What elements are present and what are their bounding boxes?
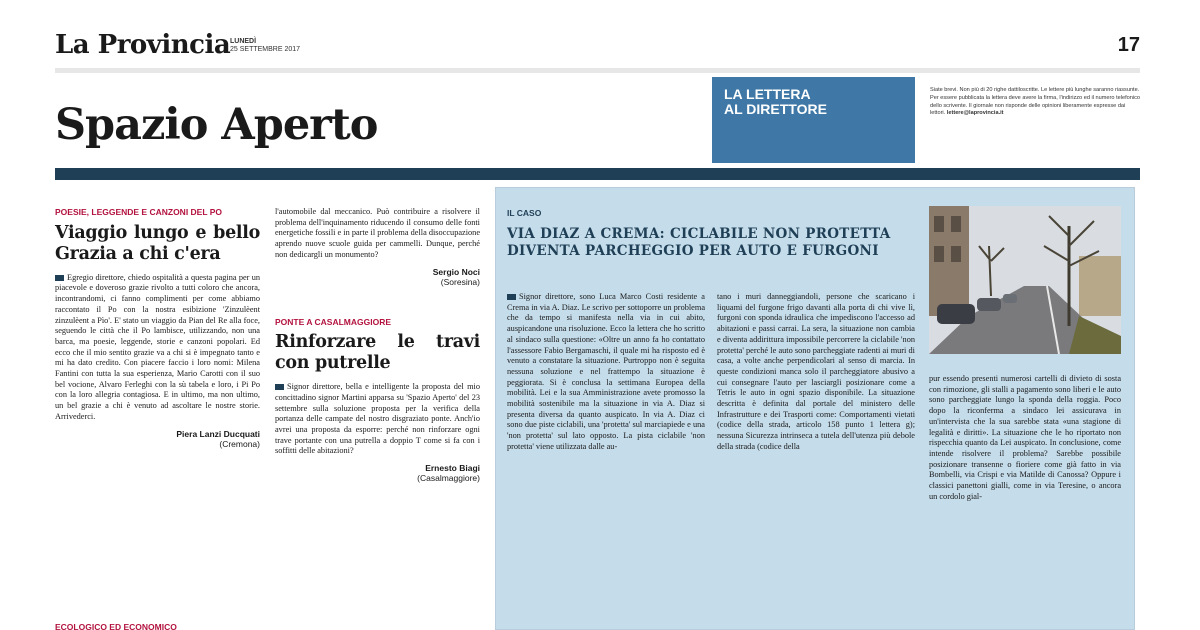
issue-day: LUNEDÌ: [230, 38, 257, 45]
il-caso-body: tano i muri danneggiandoli, persone che scaricano i liquami del furgone frigo davanti alla porta di chi vive lì, furgoni con sponda idraulica che impediscono l'accesso ad abitazioni e passi carrai. La sera, la situazione non cambia e diventa addirittura impossibile percorrere la ciclabile 'non protetta' perché le auto sono parcheggiate radenti ai muri di casa, a volte anche perpendicolari al senso di marcia. In queste condizioni manca solo il parcheggiatore abusivo a cui consegnare l'auto per lasciargli posizionare come a Tetris le auto in ogni spazio disponibile. La situazione descritta è definita dal portale del ministero delle Infrastrutture e dei Trasporti come: Comportamenti vietati (codice della strada, articolo 158 punto 1 lettera g); nessuna Sicurezza intrinseca a tutela dell'utenza più debole della strada (codice della: [717, 292, 915, 451]
il-caso-column-2: [717, 292, 915, 453]
author-name: Piera Lanzi Ducquati: [176, 428, 260, 439]
il-caso-body-text: Signor direttore, sono Luca Marco Costi residente a Crema in via A. Diaz. Le scrivo per sottoporre un problema che da tempo si manifesta nella via in cui abito, auspicandone una risoluzione. Ecco la lettera che ho scritto al sindaco sulla questione: «Oltre un anno fa ho contattato l'assessore Fabio Bergamaschi, il quale mi ha risposto ed è venuto a constatare la situazione. Purtroppo non è seguita nessuna soluzione e nel frattempo la situazione è peggiorata. Si è conclusa la settimana Europea della mobilità. Lei e la sua Amministrazione avete promosso la mobilità sostenibile ma la situazione in via A. Diaz si presenta diversa da quanto auspicato. In via A. Diaz ci sono due piste ciclabili, una 'protetta' sul marciapiede e una 'non protetta' sul lato opposto. La pista ciclabile 'non protetta' viene utilizzata dalle au-: [507, 292, 705, 451]
letter-box-line2: AL DIRETTORE: [724, 101, 827, 117]
article-body: [275, 382, 480, 457]
article-kicker: POESIE, LEGGENDE E CANZONI DEL PO: [55, 207, 223, 217]
article-viaggio: [55, 207, 260, 449]
il-caso-headline: VIA DIAZ A CREMA: CICLABILE NON PROTETTA DIVENTA PARCHEGGIO PER AUTO E FURGONI: [507, 226, 891, 259]
issue-full-date: 25 SETTEMBRE 2017: [230, 46, 301, 53]
street-photo-illustration: [929, 206, 1121, 354]
author-location: (Cremona): [219, 438, 260, 449]
author-location: (Soresina): [440, 276, 480, 287]
masthead: [55, 30, 1140, 68]
letter-box-line1: LA LETTERA: [724, 86, 811, 102]
article-headline: Viaggio lungo e bello Grazia a chi c'era: [55, 222, 260, 264]
column-two: [275, 207, 480, 483]
bullet-square-icon: [275, 384, 284, 390]
il-caso-body: pur essendo presenti numerosi cartelli di divieto di sosta con rimozione, gli stalli a pagamento sono liberi e le auto sono parcheggiate lungo la sponda della roggia. Poco dopo la riconferma a sindaco lei assicurava in un'intervista che la sua sarebbe stata «una stagione di legalità e diritti». La situazione che le ho riportato non rispecchia quanto da Lei auspicato. In conclusione, come intende risolvere il problema? Sarebbe possibile posizionare transenne o fioriere come già fatto in via Bombelli, via Crispi e via Matilde di Canossa? Oppure i classici panettoni gialli, come in via Teresine, o ancora un cordolo gial-: [929, 374, 1121, 501]
article-signature: [275, 463, 480, 483]
submission-note-text: Siate brevi. Non più di 20 righe dattiloscritte. Le lettere più lunghe saranno riassunte. Per essere pubblicata la lettera deve avere la firma, l'indirizzo ed il numero telefonico dello scrivente. Il giornale non risponde delle opinioni liberamente espresse dai lettori.: [930, 87, 1141, 117]
bullet-square-icon: [507, 294, 516, 300]
article-body: [55, 273, 260, 423]
author-name: Sergio Noci: [432, 266, 480, 277]
article-body-text: Signor direttore, bella e intelligente la proposta del mio concittadino signor Martini apparsa su 'Spazio Aperto' del 23 settembre sulla soluzione proposta per la verifica della portanza delle campate del nostro disgraziato ponte. Anch'io avrei una proposta da esporre: perché non rinforzare ogni trave portante con una putrella a doppio T come si fa con i soffitti delle abitazioni?: [275, 382, 480, 456]
editor-email[interactable]: lettere@laprovincia.it: [946, 110, 1004, 117]
continued-article-signature: [275, 267, 480, 287]
article-signature: [55, 429, 260, 449]
article-headline: Rinforzare le travi con putrelle: [275, 332, 480, 374]
street-photo: [929, 206, 1121, 354]
continued-article-body: l'automobile dal meccanico. Può contribuire a risolvere il problema dell'inquinamento riducendo il consumo delle fonti energetiche fossili e in parte il problema della disoccupazione aprendo nuove scuole guida per cammelli. Dunque, perché non dedicargli un monumento?: [275, 207, 480, 259]
author-name: Ernesto Biagi: [425, 463, 480, 474]
bullet-square-icon: [55, 275, 64, 281]
letter-to-editor-box: [712, 77, 915, 163]
il-caso-body: [507, 292, 705, 453]
il-caso-column-1: [507, 292, 705, 453]
page-number: 17: [1117, 34, 1140, 56]
author-location: (Casalmaggiore): [417, 473, 480, 484]
il-caso-column-3: [929, 374, 1121, 502]
section-bar: [55, 168, 1140, 180]
header-rule: [55, 68, 1140, 73]
section-title: Spazio Aperto: [55, 100, 378, 150]
submission-note: [930, 87, 1140, 118]
il-caso-kicker: IL CASO: [507, 208, 542, 218]
article-kicker: PONTE A CASALMAGGIORE: [275, 316, 392, 327]
issue-date: [230, 38, 300, 54]
next-article-kicker: ECOLOGICO ED ECONOMICO: [55, 622, 177, 630]
article-body-text: Egregio direttore, chiedo ospitalità a questa pagina per un piacevole e doveroso grazie rivolto a tutti coloro che ancora, incontrandomi, ci fanno complimenti per come abbiamo raccontato il Po con la nostra esibizione 'Zinzulèent zinzulèent a Pìo'. E' stato un viaggio da Pian del Re alla foce, seguendo le città che il Po lambisce, utilizzando, non una barca, ma poesie, leggende, storie e canzoni popolari. Ed ecco che il mio sentito grazie va a chi si è impegnato tanto e mi ha dato credito. Con piacere faccio i loro nomi: Milena Fantini con tutta la sua esperienza, Mario Carotti con il suo bel vocione, Alvaro Ferleghi con la sù tabela e loro, i Pi Po con la loro allegria contagiosa. E in ultimo, ma non ultimo, un bel grazie a chi è venuto ad ascoltare le nostre storie. Arrivederci.: [55, 272, 260, 421]
newspaper-logo[interactable]: La Provincia: [55, 30, 231, 60]
